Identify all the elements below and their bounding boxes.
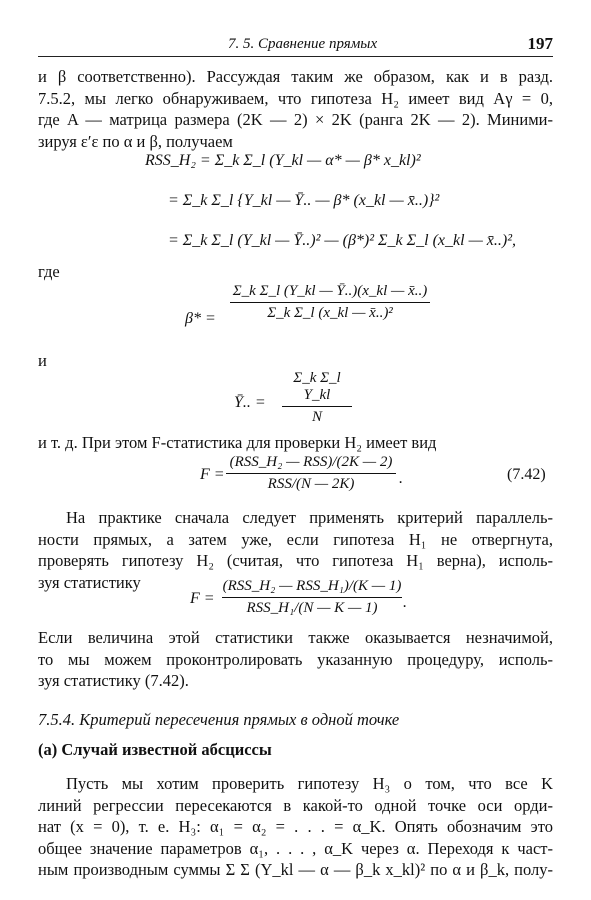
paragraph-known-abscissa [38,773,553,881]
eqF2-fraction [222,578,402,617]
eqF2-denominator: RSS_H₁/(N — K — 1) [246,600,378,616]
beta-numerator: Σ_k Σ_l (Y_kl — Ȳ..)(x_kl — x̄..) [230,283,430,303]
eq742-lhs: F = [200,466,225,483]
eqF2-lhs: F = [190,590,215,607]
text-line: зуя статистику [38,572,141,592]
subsection-heading: (а) Случай известной абсциссы [38,740,272,759]
page-number: 197 [527,34,553,53]
eq742-tail: . [399,470,403,487]
equation-rss-line-1: RSS_H₂ = Σ_k Σ_l (Y_kl — α* — β* x_kl)² [145,152,421,169]
text-line: и β соответственно). Рассуждая таким же образом, как и в разд. [38,67,553,86]
eqF2-numerator: (RSS_H₂ — RSS_H₁)/(K — 1) [222,578,402,598]
text-line: общее значение параметров α₁, . . . , α_K через α. Переходя к част- [38,838,553,858]
text-line: Пусть мы хотим проверить гипотезу H₃ о том, что все K [66,774,553,793]
paragraph-f-statistic [38,432,553,454]
text-line: На практике сначала следует применять критерий параллель- [66,508,553,527]
paragraph-if-insignificant [38,627,553,692]
text-line: линий регрессии пересекаются в какой-то одной точке оси орди- [38,795,553,815]
where-label: где [38,262,60,281]
running-header [38,32,553,57]
text-line: 7.5.2, мы легко обнаруживаем, что гипотеза H₂ имеет вид Aγ = 0, [38,88,553,108]
text-line: зуя статистику (7.42). [38,671,189,690]
text-line: ным производным суммы Σ Σ (Y_kl — α — β_k x_kl)² по α и β_k, полу- [38,860,553,879]
section-heading: 7.5.4. Критерий пересечения прямых в одной точке [38,710,400,729]
text-line: и т. д. При этом F-статистика для проверки H₂ имеет вид [38,433,437,452]
beta-lhs: β* = [185,310,216,327]
text-line: нат (x = 0), т. е. H₃: α₁ = α₂ = . . . = α_K. Опять обозначим это [38,817,553,836]
beta-denominator: Σ_k Σ_l (x_kl — x̄..)² [267,305,393,321]
eq742-numerator: (RSS_H₂ — RSS)/(2K — 2) [226,454,396,474]
eq742-fraction [226,454,396,493]
text-line: проверять гипотезу H₂ (считая, что гипотеза H₁ верна), исполь- [38,551,553,570]
ybar-denominator: N [311,409,322,425]
text-line: зируя ε′ε по α и β, получаем [38,131,233,151]
paragraph-intro [38,66,553,152]
eqF2-tail: . [403,594,407,611]
equation-number: (7.42) [507,466,546,483]
equation-rss-line-3: = Σ_k Σ_l (Y_kl — Ȳ..)² — (β*)² Σ_k Σ_l (x_kl — x̄..)², [168,232,517,249]
eq742-denominator: RSS/(N — 2K) [267,476,355,492]
beta-fraction [230,283,430,322]
ybar-fraction [282,370,352,426]
equation-rss-line-2: = Σ_k Σ_l {Y_kl — Ȳ.. — β* (x_kl — x̄..)}² [168,192,440,209]
text-line: Если величина этой статистики также оказывается незначимой, [38,628,553,647]
and-label: и [38,351,47,370]
text-line: где A — матрица размера (2K — 2) × 2K (ранга 2K — 2). Миними- [38,110,553,129]
ybar-lhs: Ȳ.. = [234,394,266,411]
text-line: ности прямых, а затем уже, если гипотеза H₁ не отвергнута, [38,529,553,549]
ybar-numerator: Σ_k Σ_l Y_kl [282,370,352,407]
running-title: 7. 5. Сравнение прямых [228,36,378,52]
text-line: то мы можем проконтролировать указанную процедуру, исполь- [38,649,553,669]
